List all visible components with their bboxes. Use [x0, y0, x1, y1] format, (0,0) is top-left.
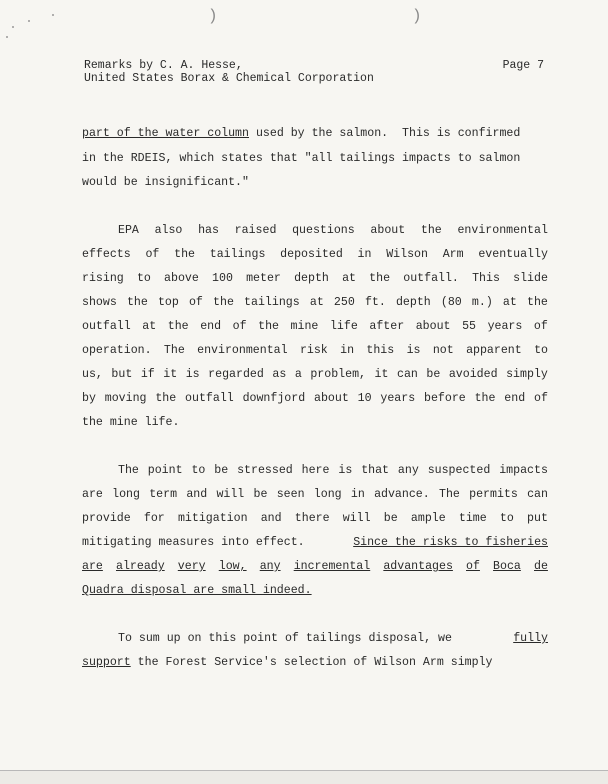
word: any — [259, 560, 281, 573]
word: to — [499, 512, 514, 525]
word: about — [415, 320, 451, 333]
word: moving — [104, 392, 147, 405]
word: provide — [82, 512, 131, 525]
word: questions — [292, 224, 355, 237]
word: after — [369, 320, 405, 333]
word: about — [314, 392, 349, 405]
word: but — [111, 368, 133, 381]
word: depth — [294, 272, 329, 285]
word: about — [370, 224, 406, 237]
word: deposited — [280, 248, 343, 261]
word: of — [466, 560, 480, 573]
text-segment: used by the salmon. This is confirmed — [248, 127, 521, 140]
word: of — [188, 296, 203, 309]
word: there — [294, 512, 330, 525]
text-line: would be insignificant." — [82, 176, 249, 189]
word: the — [369, 272, 391, 285]
word: years — [487, 320, 523, 333]
word: will — [216, 488, 245, 501]
text-line — [82, 272, 548, 286]
word: meter — [246, 272, 281, 285]
word: outfall — [82, 320, 131, 333]
underlined-text: part of the water column — [82, 127, 249, 140]
word: before — [424, 392, 466, 405]
word: regarded — [208, 368, 264, 381]
word: of — [145, 248, 160, 261]
word: the — [526, 296, 548, 309]
word: by — [82, 392, 96, 405]
word: operation. — [82, 344, 152, 357]
text-line: the mine life. — [82, 416, 180, 429]
text-segment: the Forest Service's selection of Wilson Arm simply — [130, 656, 493, 669]
text-line — [82, 320, 548, 334]
word: life — [329, 320, 358, 333]
word: already — [115, 560, 165, 573]
word: as — [272, 368, 287, 381]
text-line — [118, 632, 548, 646]
scan-mark: ) — [208, 7, 218, 25]
text-segment: To sum up on this point of tailings disposal, we — [118, 632, 452, 645]
word: This — [472, 272, 500, 285]
word: can — [527, 488, 548, 501]
word: top — [157, 296, 179, 309]
word: tailings — [209, 248, 266, 261]
word: years — [380, 392, 416, 405]
header-author: Remarks by C. A. Hesse, — [84, 59, 243, 72]
word: outfall. — [403, 272, 459, 285]
word: above — [164, 272, 199, 285]
word: EPA — [118, 224, 139, 237]
word: 100 — [212, 272, 233, 285]
word: depth — [395, 296, 431, 309]
word: Arm — [442, 248, 464, 261]
word: time — [458, 512, 487, 525]
word: advance. — [374, 488, 430, 501]
word: stressed — [237, 464, 293, 477]
page-number: Page 7 — [502, 59, 544, 72]
word: this — [366, 344, 395, 357]
word: it — [374, 368, 389, 381]
word: rising — [82, 272, 124, 285]
word: are — [82, 488, 103, 501]
word: that — [361, 464, 390, 477]
word: simply — [506, 368, 548, 381]
word: of — [232, 320, 247, 333]
word: ft. — [364, 296, 386, 309]
word: to — [136, 272, 151, 285]
word: eventually — [478, 248, 548, 261]
word: avoided — [448, 368, 498, 381]
word: end — [504, 392, 526, 405]
word: The — [163, 344, 185, 357]
underlined-text: Since the risks to fisheries — [353, 536, 548, 549]
word: very — [177, 560, 206, 573]
word: be — [253, 488, 268, 501]
word: risk — [299, 344, 328, 357]
word: to — [534, 344, 548, 357]
word: downfjord — [242, 392, 306, 405]
word: 250 — [333, 296, 355, 309]
word: low, — [218, 560, 247, 573]
word: also — [154, 224, 183, 237]
word: if — [140, 368, 155, 381]
word: at — [342, 272, 356, 285]
word: point — [147, 464, 183, 477]
word: raised — [234, 224, 277, 237]
word: m.) — [471, 296, 493, 309]
word: environmental — [457, 224, 548, 237]
word: the — [167, 320, 189, 333]
underlined-text: Quadra disposal are small indeed. — [82, 584, 312, 597]
word: long — [112, 488, 140, 501]
word: The — [438, 488, 460, 501]
word: incremental — [293, 560, 371, 573]
text-line — [82, 488, 548, 502]
word: be — [214, 464, 229, 477]
word: for — [143, 512, 165, 525]
text-line — [82, 512, 548, 526]
word: are — [82, 560, 103, 573]
word: de — [534, 560, 548, 573]
word: term — [149, 488, 178, 501]
word: the — [155, 392, 177, 405]
word: here — [301, 464, 330, 477]
word: at — [502, 296, 517, 309]
word: 10 — [357, 392, 372, 405]
header-organization: United States Borax & Chemical Corporation — [84, 72, 374, 85]
scan-speck — [52, 14, 54, 16]
word: suspected — [427, 464, 491, 477]
word: of — [534, 392, 548, 405]
word: any — [397, 464, 419, 477]
word: seen — [276, 488, 305, 501]
word: environmental — [197, 344, 288, 357]
text-line — [82, 296, 548, 310]
text-line — [118, 464, 548, 478]
text-line — [82, 368, 548, 382]
page-edge-band — [0, 771, 608, 784]
scan-speck — [12, 26, 14, 28]
word: the — [258, 320, 279, 333]
word: be — [383, 512, 398, 525]
text-line — [82, 344, 548, 358]
word: of — [533, 320, 548, 333]
scan-speck — [28, 20, 30, 22]
word: the — [420, 224, 442, 237]
word: to — [191, 464, 206, 477]
word: be — [426, 368, 441, 381]
text-line — [82, 536, 548, 550]
word: the — [213, 296, 234, 309]
scan-speck — [6, 36, 8, 38]
text-line — [82, 127, 520, 141]
word: the — [474, 392, 496, 405]
text-line — [82, 392, 548, 406]
word: not — [432, 344, 454, 357]
word: mitigation — [177, 512, 248, 525]
text-line: in the RDEIS, which states that "all tailings impacts to salmon — [82, 152, 521, 165]
scan-mark: ) — [412, 7, 422, 25]
text-line — [82, 248, 548, 262]
word: outfall — [185, 392, 234, 405]
word: Boca — [493, 560, 521, 573]
word: the — [126, 296, 148, 309]
underlined-text — [82, 560, 548, 574]
word: will — [342, 512, 371, 525]
page-header — [84, 59, 544, 85]
word: shows — [82, 296, 117, 309]
word: permits — [469, 488, 518, 501]
word: effects — [82, 248, 131, 261]
word: is — [185, 368, 200, 381]
word: and — [260, 512, 282, 525]
word: in — [340, 344, 355, 357]
word: is — [338, 464, 353, 477]
text-segment: mitigating measures into effect. — [82, 536, 305, 549]
word: is — [406, 344, 421, 357]
word: us, — [82, 368, 103, 381]
word: tailings — [244, 296, 300, 309]
word: at — [142, 320, 157, 333]
word: can — [396, 368, 418, 381]
word: The — [118, 464, 139, 477]
word: mine — [290, 320, 319, 333]
word: the — [174, 248, 195, 261]
word: has — [198, 224, 219, 237]
word: end — [200, 320, 222, 333]
underlined-text: fully — [513, 632, 548, 645]
word: at — [309, 296, 324, 309]
text-line — [82, 656, 493, 670]
word: apparent — [466, 344, 522, 357]
word: (80 — [440, 296, 462, 309]
word: in — [357, 248, 372, 261]
word: a — [294, 368, 302, 381]
word: it — [163, 368, 178, 381]
word: in — [350, 488, 365, 501]
underlined-text: support — [82, 656, 131, 669]
word: slide — [513, 272, 548, 285]
word: advantages — [383, 560, 453, 573]
word: 55 — [462, 320, 476, 333]
word: Wilson — [386, 248, 428, 261]
word: and — [186, 488, 208, 501]
text-line — [118, 224, 548, 238]
word: long — [313, 488, 342, 501]
word: impacts — [499, 464, 548, 477]
word: ample — [410, 512, 446, 525]
word: put — [527, 512, 548, 525]
word: problem, — [310, 368, 366, 381]
